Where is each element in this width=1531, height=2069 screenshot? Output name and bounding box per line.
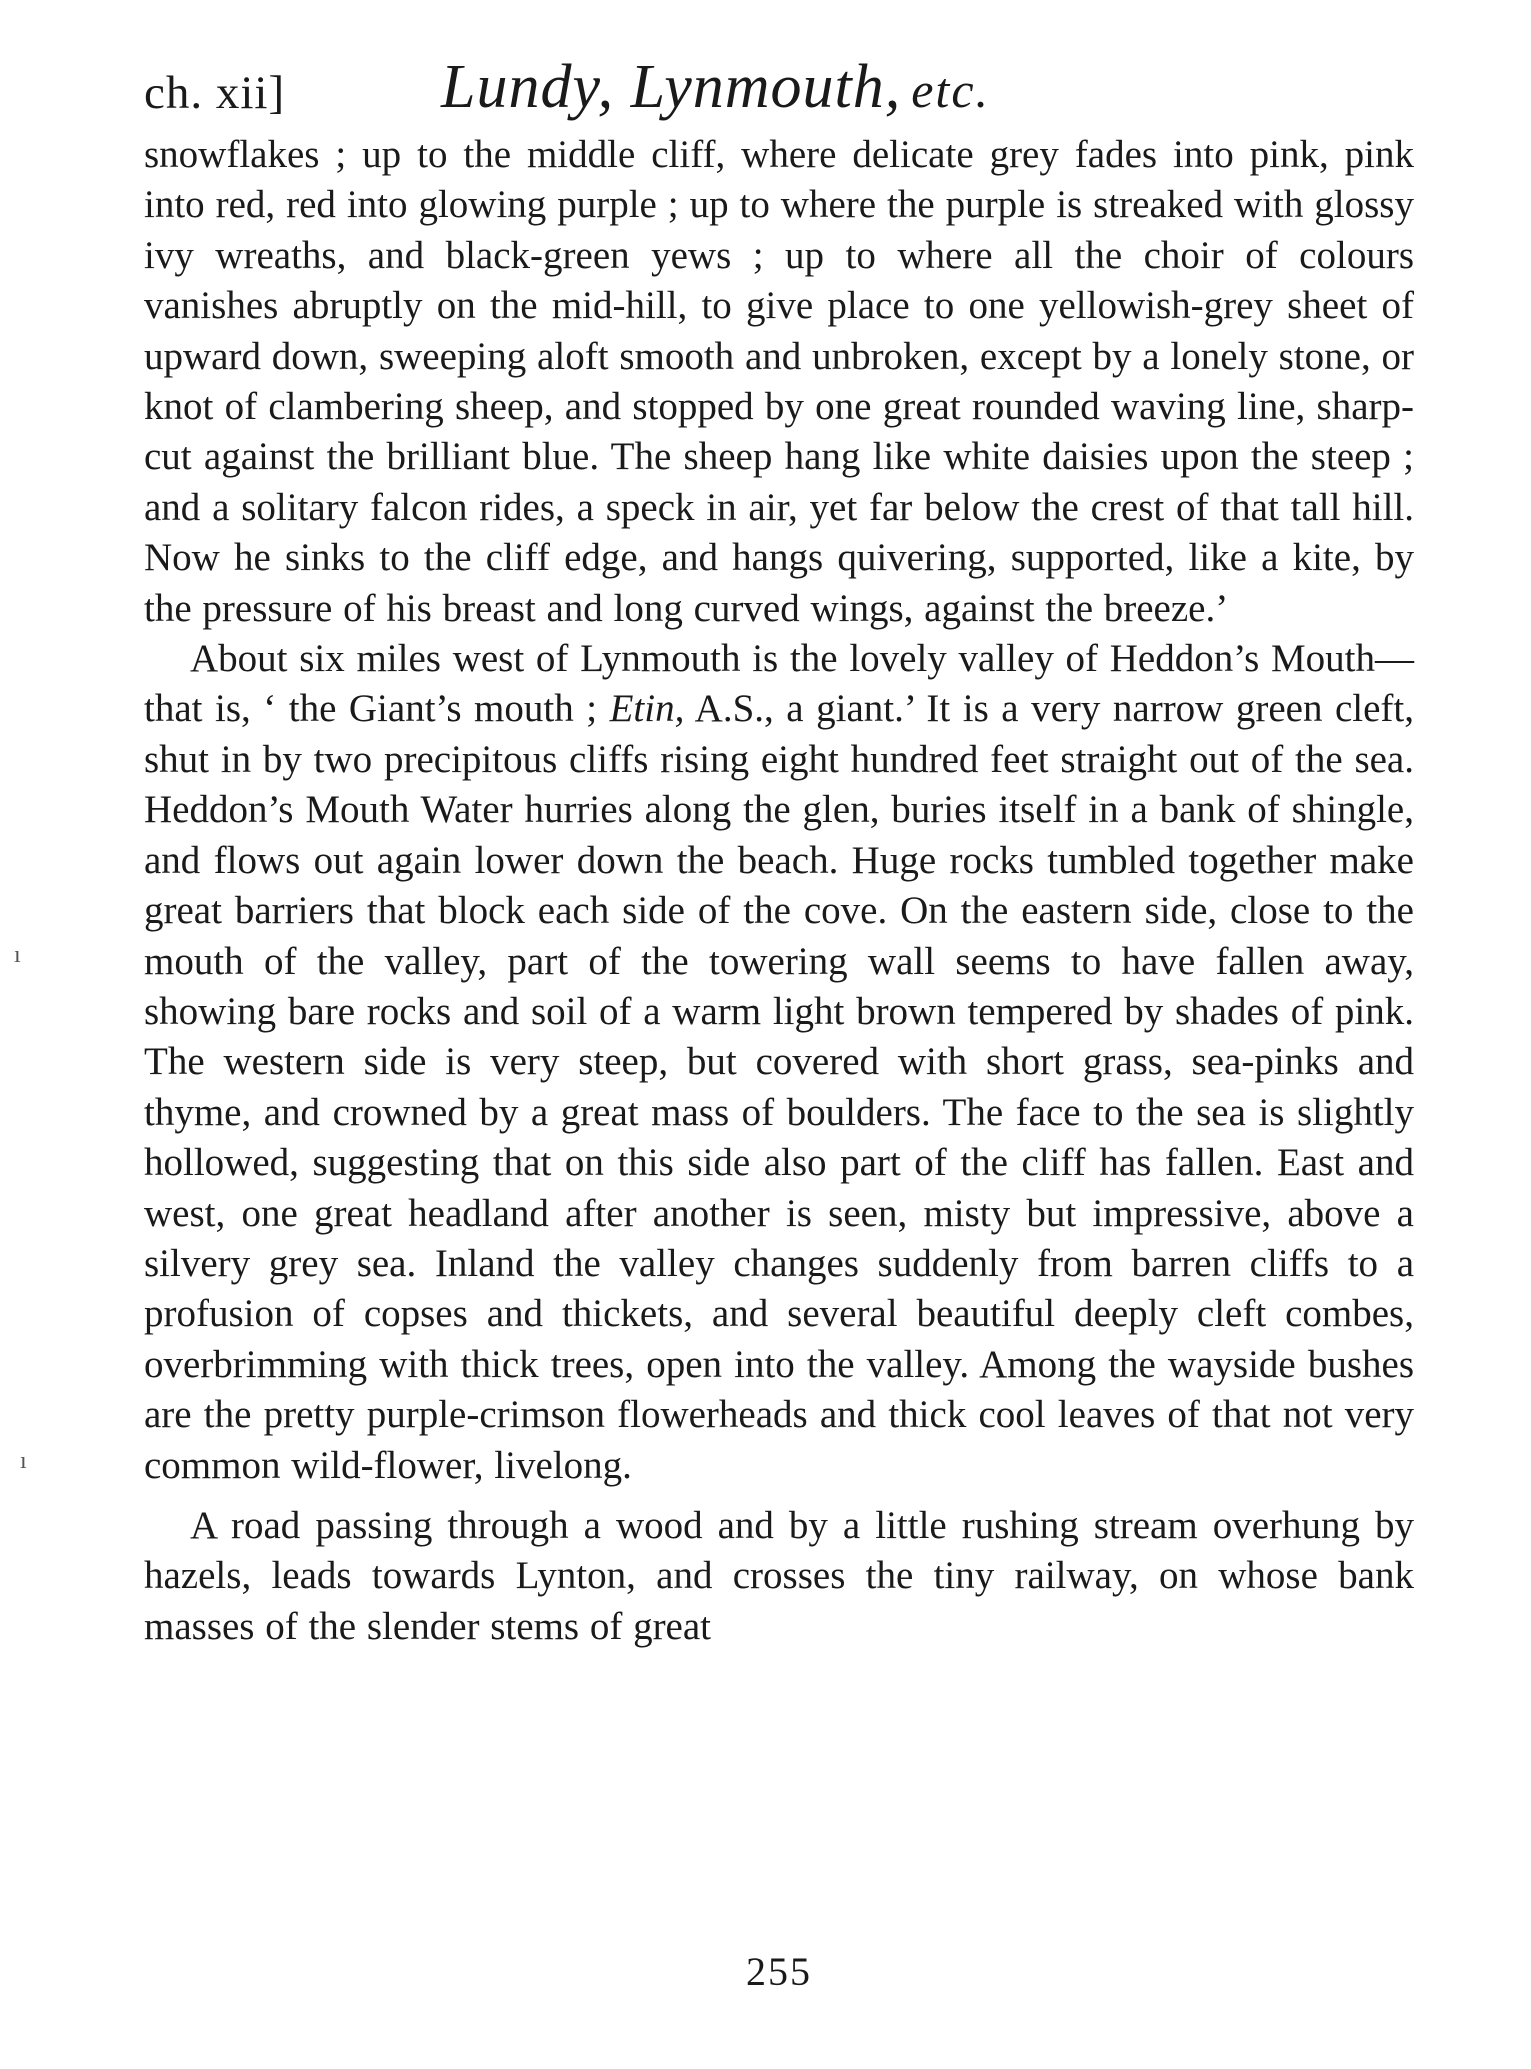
body-text (144, 130, 1414, 1652)
chapter-reference: ch. xii] (144, 67, 286, 119)
running-title-etc: etc. (911, 62, 991, 118)
book-page (144, 52, 1414, 1994)
paragraph-2-rest: A.S., a giant.’ It is a very narrow green cleft, shut in by two precipitous cliffs rising eight hundred feet straight out of the sea. Heddon’s Mouth Water hurries along the glen, buries itself in a bank of shingle, and flows out again lower down the beach. Huge rocks tumbled together make great barriers that block each side of the cove. On the eastern side, close to the mouth of the valley, part of the towering wall seems to have fallen away, showing bare rocks and soil of a warm light brown tempered by shades of pink. The western side is very steep, but covered with short grass, sea-pinks and thyme, and crowned by a great mass of boulders. The face to the sea is slightly hollowed, suggesting that on this side also part of the cliff has fallen. East and west, one great headland after another is seen, misty but impressive, above a silvery grey sea. Inland the valley changes suddenly from barren cliffs to a profusion of copses and thickets, and several beautiful deeply cleft combes, overbrimming with thick trees, open into the valley. Among the wayside bushes are the pretty purple-crimson flowerheads and thick cool leaves of that not very common wild-flower, livelong. (144, 687, 1414, 1487)
running-title-main: Lundy, Lynmouth, (441, 53, 902, 121)
margin-speck: ı (14, 942, 21, 968)
running-head (144, 52, 1414, 130)
page-number: 255 (746, 1949, 812, 1994)
paragraph-1: snowflakes ; up to the middle cliff, where delicate grey fades into pink, pink into red, red into glowing purple ; up to where the purple is streaked with glossy ivy wreaths, and black-green yews ; up to where all the choir of colours vanishes abruptly on the mid-hill, to give place to one yellowish-grey sheet of upward down, sweeping aloft smooth and unbroken, except by a lonely stone, or knot of clambering sheep, and stopped by one great rounded waving line, sharp-cut against the brilliant blue. The sheep hang like white daisies upon the steep ; and a solitary falcon rides, a speck in air, yet far below the crest of that tall hill. Now he sinks to the cliff edge, and hangs quivering, supported, like a kite, by the pressure of his breast and long curved wings, against the breeze.’ (144, 133, 1414, 630)
running-title (441, 52, 990, 123)
paragraph-3: A road passing through a wood and by a little rushing stream overhung by hazels, leads towards Lynton, and crosses the tiny railway, on whose bank masses of the slender stems of great (144, 1503, 1414, 1648)
margin-speck: ı (20, 1448, 27, 1474)
paragraph-2-italic: Etin, (609, 687, 685, 731)
paragraph-2-start: About six miles west of Lynmouth is the lovely valley of Heddon’s Mouth—that is, ‘ the Giant’s mouth ; (144, 637, 1414, 731)
paragraph-2 (144, 634, 1414, 1491)
